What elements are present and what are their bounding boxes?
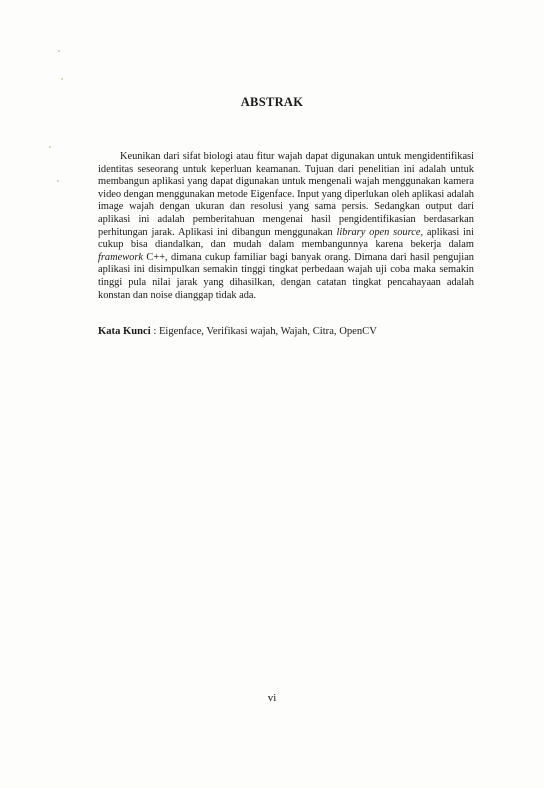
scan-speck <box>61 78 63 80</box>
page-number: vi <box>267 692 277 704</box>
scan-speck <box>57 180 59 182</box>
abstract-text-part-3: C++, dimana cukup familiar bagi banyak orang. Dimana dari hasil pengujian aplikasi ini disimpulkan semakin tinggi tingkat perbedaan wajah uji coba maka semakin tinggi pula nilai jarak yang dihasilkan, dengan catatan tingkat pencahayaan adalah konstan dan noise dianggap tidak ada. <box>98 251 474 301</box>
abstract-italic-term-2: framework <box>98 251 144 263</box>
abstract-text-part-1: Keunikan dari sifat biologi atau fitur wajah dapat digunakan untuk mengidentifikasi identitas seseorang untuk keperluan keamanan. Tujuan dari penelitian ini adalah untuk membangun aplikasi yang dapat digunakan untuk mengenali wajah menggunakan kamera video dengan menggunakan metode Eigenface. Input yang diperlukan oleh aplikasi adalah image wajah dengan ukuran dan resolusi yang sama persis. Sedangkan output dari aplikasi ini adalah pemberitahuan mengenai hasil pengidentifikasian berdasarkan perhitungan jarak. Aplikasi ini dibangun menggunakan <box>98 151 474 238</box>
abstract-italic-term-1: library open source, <box>336 226 424 238</box>
keywords-line <box>98 326 474 337</box>
abstract-paragraph <box>98 151 474 302</box>
scan-speck <box>49 146 51 148</box>
document-title: ABSTRAK <box>240 95 304 109</box>
keywords-separator: : <box>150 326 159 337</box>
scan-speck <box>58 50 60 52</box>
keywords-label: Kata Kunci <box>98 326 151 337</box>
keywords-value: Eigenface, Verifikasi wajah, Wajah, Citra, OpenCV <box>158 326 377 337</box>
abstract-text-part-2: aplikasi ini cukup bisa diandalkan, dan mudah dalam membangunnya karena bekerja dalam <box>98 226 475 251</box>
